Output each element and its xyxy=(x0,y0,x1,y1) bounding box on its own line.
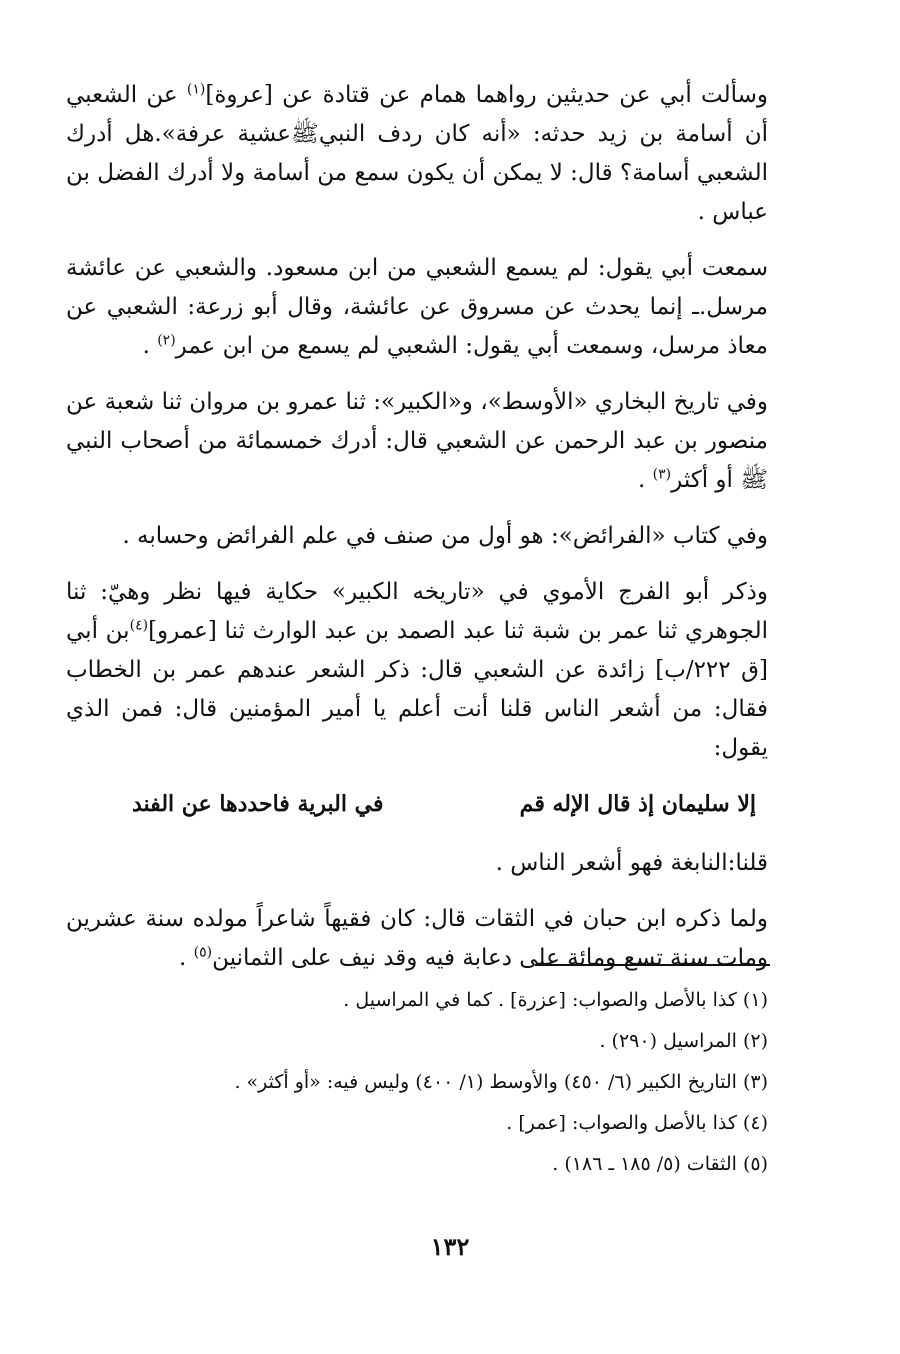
footnote-ref-4[interactable]: (٤) xyxy=(129,617,149,634)
poem-verse xyxy=(66,785,768,824)
paragraph-text: قلنا:النابغة فهو أشعر الناس . xyxy=(495,850,768,876)
page-number: ١٣٢ xyxy=(430,1232,470,1261)
footnote-3: (٣) التاريخ الكبير (٦/ ٤٥٠) والأوسط (١/ ٤٠٠) وليس فيه: «أو أكثر» . xyxy=(234,1071,768,1093)
paragraph-text: وفي تاريخ البخاري «الأوسط»، و«الكبير»: ثنا عمرو بن مروان ثنا شعبة عن منصور بن عبد الرحمن عن الشعبي قال: أدرك خمسمائة من أصحاب النبي ﷺ أو أكثر xyxy=(66,389,768,493)
paragraph-text: وفي كتاب «الفرائض»: هو أول من صنف في علم الفرائض وحسابه . xyxy=(122,523,768,549)
footnote-ref-3[interactable]: (٣) xyxy=(652,466,672,483)
footnote-divider xyxy=(535,964,770,966)
paragraph-text: ولما ذكره ابن حبان في الثقات قال: كان فقيهاً شاعراً مولده سنة عشرين ومات سنة تسع ومائة على دعابة فيه وقد نيف على الثمانين xyxy=(66,906,768,971)
footnote-1: (١) كذا بالأصل والصواب: [عزرة] . كما في المراسيل . xyxy=(343,989,768,1011)
paragraph-text: . xyxy=(179,945,194,971)
paragraph-text: سمعت أبي يقول: لم يسمع الشعبي من ابن مسعود. والشعبي عن عائشة مرسل.ـ إنما يحدث عن مسروق عن عائشة، وقال أبو زرعة: الشعبي عن معاذ مرسل، وسمعت أبي يقول: الشعبي لم يسمع من ابن عمر xyxy=(66,255,768,359)
paragraph-text: وذكر أبو الفرج الأموي في «تاريخه الكبير» حكاية فيها نظر وهيّ: ثنا الجوهري ثنا عمر بن شبة ثنا عبد الصمد بن عبد الوارث ثنا [عمرو] xyxy=(66,579,769,644)
footnote-4: (٤) كذا بالأصل والصواب: [عمر] . xyxy=(506,1112,768,1134)
paragraph-faraid xyxy=(66,517,768,556)
paragraph-text: بن أبي [ق ٢٢٢/ب] زائدة عن الشعبي قال: ذكر الشعر عندهم عمر بن الخطاب فقال: من أشعر الناس قلنا أنت أعلم يا أمير المؤمنين قال: فمن الذي يقول: xyxy=(66,618,768,761)
paragraph-text: . xyxy=(638,467,653,493)
verse-second-hemistich: في البرية فاحددها عن الفند xyxy=(132,791,384,817)
paragraph-urwa xyxy=(66,76,768,232)
footnotes xyxy=(66,980,768,1185)
paragraph-bukhari-history xyxy=(66,383,768,500)
main-text xyxy=(66,76,768,995)
paragraph-nabigha xyxy=(66,844,768,883)
footnote-5: (٥) الثقات (٥/ ١٨٥ ـ ١٨٦) . xyxy=(552,1153,768,1175)
paragraph-text: وسألت أبي عن حديثين رواهما همام عن قتادة عن [عروة] xyxy=(205,82,768,108)
paragraph-ibn-hibban xyxy=(66,900,768,978)
paragraph-ibn-masud xyxy=(66,249,768,366)
footnote-ref-1[interactable]: (١) xyxy=(186,81,206,98)
footnote-ref-2[interactable]: (٢) xyxy=(157,332,176,349)
paragraph-text: . xyxy=(142,333,158,359)
paragraph-text: عن الشعبي أن أسامة بن زيد حدثه: «أنه كان ردف النبيﷺعشية عرفة».هل أدرك الشعبي أسامة؟ قال: لا يمكن أن يكون سمع من أسامة ولا أدرك الفضل بن عباس . xyxy=(66,82,768,225)
paragraph-abu-al-faraj xyxy=(66,573,768,768)
footnote-ref-5[interactable]: (٥) xyxy=(193,944,213,961)
footnote-2: (٢) المراسيل (٢٩٠) . xyxy=(599,1030,768,1052)
verse-first-hemistich: إلا سليمان إذ قال الإله قم xyxy=(519,791,756,817)
